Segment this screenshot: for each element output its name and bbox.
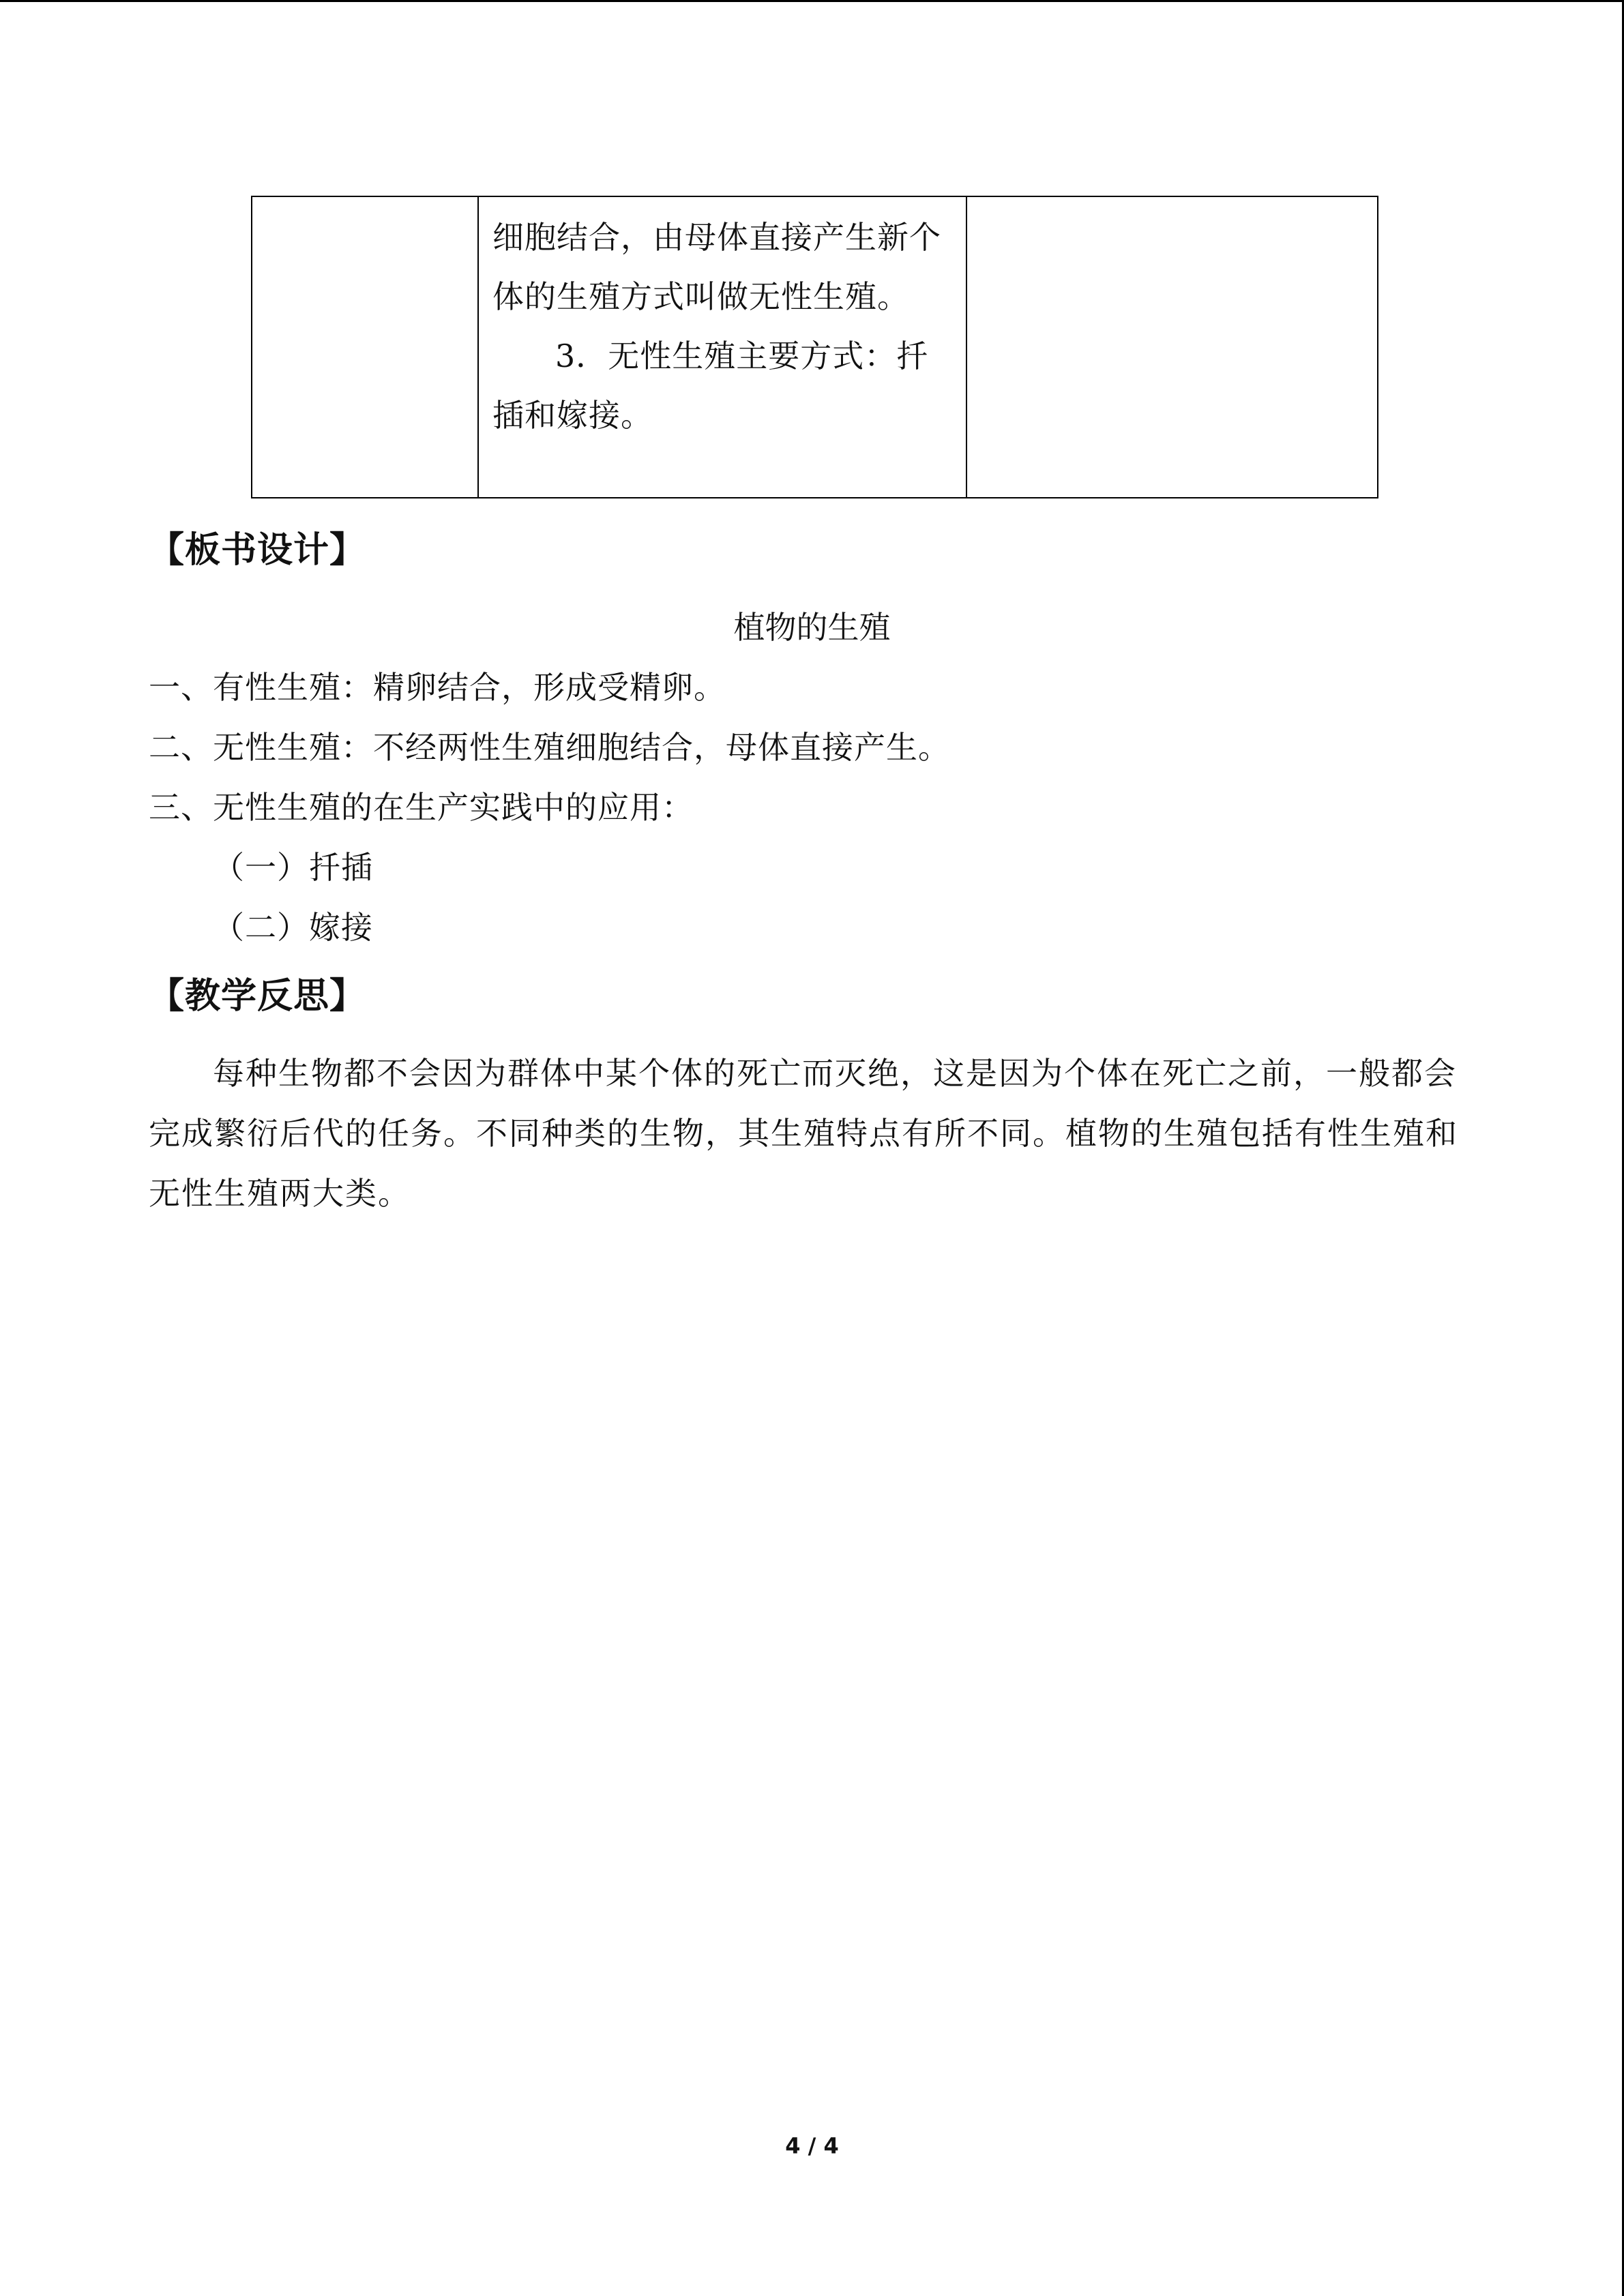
board-line-2: 二、无性生殖：不经两性生殖细胞结合，母体直接产生。 [149, 729, 950, 766]
table-row [252, 196, 1378, 498]
board-line-3: 三、无性生殖的在生产实践中的应用： [149, 789, 694, 826]
board-line-1: 一、有性生殖：精卵结合，形成受精卵。 [149, 669, 726, 706]
board-line-4: （一）扦插 [213, 849, 373, 886]
table-cell-content [478, 196, 966, 498]
content-paragraph-2: 3．无性生殖主要方式：扦插和嫁接。 [492, 338, 929, 434]
page-number: 4 / 4 [785, 2133, 839, 2159]
reflection-heading: 【教学反思】 [149, 976, 366, 1017]
lesson-table [251, 196, 1378, 498]
table-cell-notes [966, 196, 1378, 498]
content-paragraph-1: 细胞结合，由母体直接产生新个体的生殖方式叫做无性生殖。 [492, 219, 941, 315]
board-design-heading: 【板书设计】 [149, 530, 366, 571]
table-cell-stage [252, 196, 478, 498]
board-title: 植物的生殖 [733, 609, 891, 646]
board-line-5: （二）嫁接 [213, 909, 373, 946]
page-top-border [0, 0, 1624, 2]
reflection-text: 每种生物都不会因为群体中某个体的死亡而灭绝，这是因为个体在死亡之前，一般都会完成繁衍后代的任务。不同种类的生物，其生殖特点有所不同。植物的生殖包括有性生殖和无性生殖两大类。 [149, 1055, 1458, 1212]
